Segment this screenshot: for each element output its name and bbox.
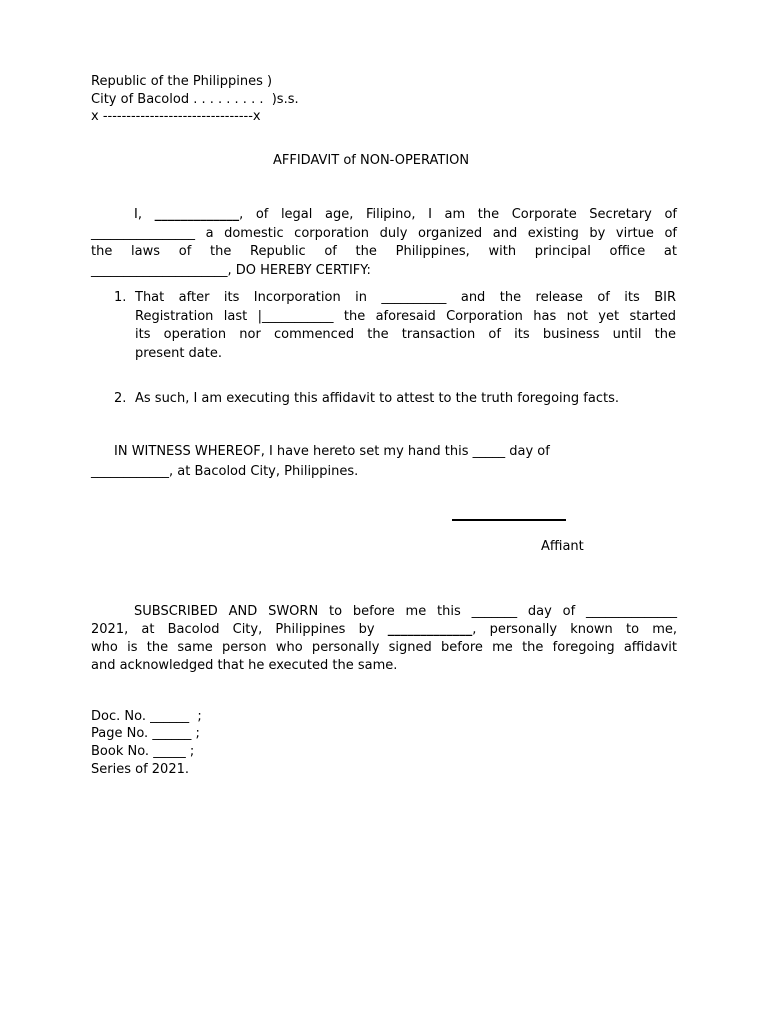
book-no: Book No. _____ ; <box>91 744 195 759</box>
intro-line-1: I, _____________, of legal age, Filipino, I am the Corporate Secretary of <box>134 207 677 222</box>
item-2-number: 2. <box>114 391 127 406</box>
item-2-line-1: As such, I am executing this affidavit to attest to the truth foregoing facts. <box>135 391 619 406</box>
jurat-line-3: who is the same person who personally signed before me the foregoing affidavit <box>91 640 677 655</box>
witness-line-1: IN WITNESS WHEREOF, I have hereto set my hand this _____ day of <box>114 444 550 459</box>
witness-line-2: ____________, at Bacolod City, Philippines. <box>91 464 359 479</box>
item-1-number: 1. <box>114 290 127 305</box>
affiant-signature-line <box>452 519 566 521</box>
series: Series of 2021. <box>91 762 189 777</box>
jurat-line-2: 2021, at Bacolod City, Philippines by _____________, personally known to me, <box>91 622 677 637</box>
intro-line-4: _____________________, DO HEREBY CERTIFY: <box>91 263 371 278</box>
jurat-line-4: and acknowledged that he executed the same. <box>91 658 398 673</box>
item-1-line-3: its operation nor commenced the transaction of its business until the <box>135 327 676 342</box>
city-line: City of Bacolod . . . . . . . . . )s.s. <box>91 92 299 107</box>
intro-line-2: ________________ a domestic corporation duly organized and existing by virtue of <box>91 226 677 241</box>
republic-line: Republic of the Philippines ) <box>91 74 273 89</box>
affiant-name-blank: _____________ <box>387 622 473 637</box>
separator-line: x --------------------------------x <box>91 109 261 124</box>
item-1-line-1: That after its Incorporation in __________ and the release of its BIR <box>135 290 676 305</box>
intro-line-3: the laws of the Republic of the Philippines, with principal office at <box>91 244 677 259</box>
name-blank: _____________ <box>154 207 240 222</box>
document-title: AFFIDAVIT of NON-OPERATION <box>273 153 470 168</box>
jurat-line-1: SUBSCRIBED AND SWORN to before me this _______ day of ______________ <box>134 604 677 619</box>
item-1-line-2: Registration last |___________ the aforesaid Corporation has not yet started <box>135 309 676 324</box>
page-no: Page No. ______ ; <box>91 726 200 741</box>
doc-no: Doc. No. ______ ; <box>91 709 202 724</box>
item-1-line-4: present date. <box>135 346 222 361</box>
affiant-label: Affiant <box>541 539 584 554</box>
